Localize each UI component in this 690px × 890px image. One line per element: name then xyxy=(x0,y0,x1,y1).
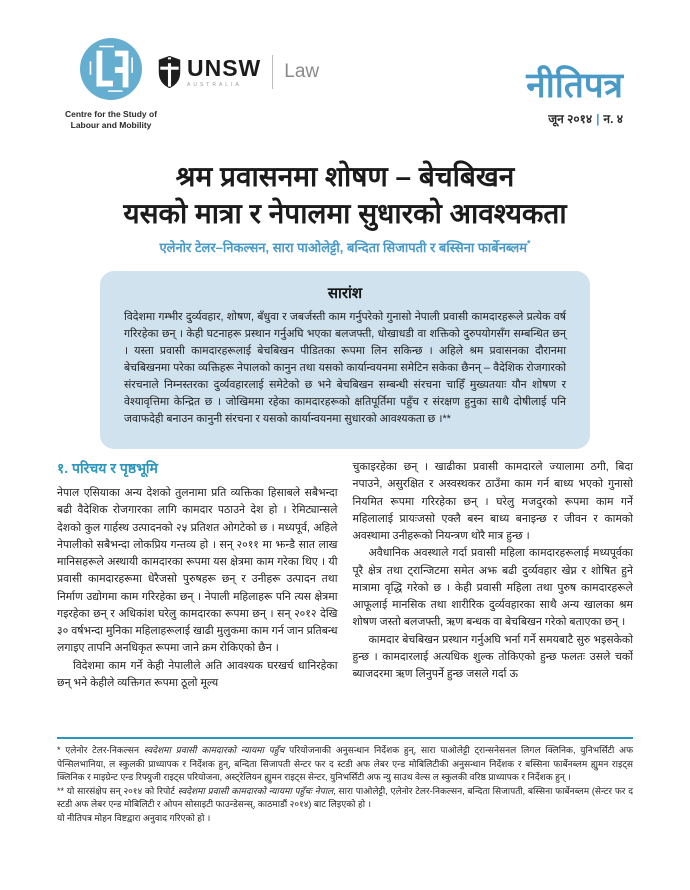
footnote: यो नीतिपत्र मोहन विष्टद्वारा अनुवाद गरिएको हो । xyxy=(57,812,211,823)
page-title xyxy=(0,158,690,232)
title-line-2: यसको मात्रा र नेपालमा सुधारको आवश्यकता xyxy=(123,198,567,230)
authors-line xyxy=(0,238,690,256)
right-column xyxy=(353,459,634,734)
unsw-dept-label: Law xyxy=(284,61,320,82)
paragraph: विदेशमा काम गर्ने केही नेपालीले अति आवश्यक घरखर्च धानिरहेका छन् भने केहीले व्यक्तिगत रूपमा ठूलो मूल्य xyxy=(57,659,338,689)
authors-note-marker: * xyxy=(527,238,531,249)
body-columns xyxy=(57,459,633,734)
abstract-box xyxy=(100,271,590,449)
title-line-1: श्रम प्रवासनमा शोषण – बेचबिखन xyxy=(175,161,515,192)
paragraph: अवैधानिक अवस्थाले गर्दा प्रवासी महिला कामदारहरूलाई मध्यपूर्वका पूरै क्षेत्र तथा ट्रान्जिटमा समेत अझ बढी दुर्व्यवहार खेप्न र शोषित हुने मात्रामा वृद्धि गरेको छ । केही प्रवासी महिला तथा पुरुष कामदारहरूले आफूलाई मानसिक तथा शारीरिक दुर्व्यवहारका साथै अन्य खालका श्रम शोषण जस्तो बलजफ्ती, ऋण बन्धक वा बेचबिखन गरेको बताएका छन् । xyxy=(352,547,633,629)
issue-number: न. ४ xyxy=(603,112,623,127)
abstract-heading: सारांश xyxy=(327,285,363,302)
issue-date: जून २०१४ xyxy=(548,112,593,127)
paragraph: कामदार बेचबिखन प्रस्थान गर्नुअघि भर्ना गर्ने समयबाटै सुरु भइसकेको हुन्छ । कामदारलाई अत्यधिक शुल्क तोकिएको हुन्छ फलतः उसले चर्को ब्याजदरमा ऋण लिनुपर्ने हुन्छ जसले गर्दा ऊ xyxy=(352,633,633,681)
unsw-crest-icon xyxy=(158,55,181,89)
section-heading: १. परिचय र पृष्ठभूमि xyxy=(57,460,158,476)
paragraph: नेपाल एसियाका अन्य देशको तुलनामा प्रति व्यक्तिका हिसाबले सबैभन्दा बढी वैदेशिक रोजगारका लागि कामदार पठाउने देश हो । रेमिट्यान्सले देशको कुल गार्हस्थ उत्पादनको २५ प्रतिशत ओगटेको छ । मध्यपूर्व, अहिले नेपालीको सबैभन्दा लोकप्रिय गन्तव्य हो । सन् २०११ मा झन्डै सात लाख मानिसहरूले अस्थायी कामदारका रूपमा यस क्षेत्रमा काम गरेका थिए । यी प्रवासी कामदारहरूमा धेरैजसो पुरुषहरू छन् र उनीहरू उत्पादन तथा निर्माण उद्योगमा काम गरिरहेका छन् । नेपाली महिलाहरू पनि त्यस क्षेत्रमा गइरहेका छन् र अधिकांश घरेलु कामदारका रूपमा छन् । सन् २०१२ देखि ३० वर्षभन्दा मुनिका महिलाहरूलाई खाढी मुलुकमा काम गर्न जान प्रतिबन्ध लगाइए तापनि अनधिकृत रूपमा जाने क्रम रोकिएको छैन । xyxy=(57,487,338,655)
masthead xyxy=(526,66,623,127)
footnotes xyxy=(57,744,633,874)
paragraph: चुकाइरहेका छन् । खाढीका प्रवासी कामदारले ज्यालामा ठगी, बिदा नपाउने, असुरक्षित र अस्वस्थकर ठाउँमा काम गर्न बाध्य भएको गुनासो नियमित रूपमा गरिरहेका छन् । घरेलु मजदुरको रूपमा काम गर्ने महिलालाई प्रायःजसो एक्लै बस्न बाध्य बनाइन्छ र जीवन र कामको अवस्थामा उनीहरूको नियन्त्रण थोरै मात्र हुन्छ । xyxy=(352,461,633,543)
unsw-country: AUSTRALIA xyxy=(187,81,242,88)
unsw-name: UNSW xyxy=(187,54,262,81)
ceslam-caption: Centre for the Study of Labour and Mobility xyxy=(64,109,158,131)
unsw-logo xyxy=(158,55,319,89)
authors-names: एलेनोर टेलर–निकल्सन, सारा पाओलेट्टी, बन्दिता सिजापती र बस्सिना फार्बेनब्लम xyxy=(159,240,528,255)
unsw-wordmark xyxy=(187,54,262,88)
footnote-divider xyxy=(57,737,633,739)
abstract-body: विदेशमा गम्भीर दुर्व्यवहार, शोषण, बँधुवा र जबर्जस्ती काम गर्नुपरेको गुनासो नेपाली प्रवासी कामदारहरूले प्रत्येक वर्ष गरिरहेका छन् । केही घटनाहरू प्रस्थान गर्नुअघि भएका बलजफ्ती, धोखाधडी वा शक्तिको दुरुपयोगसँग सम्बन्धित छन् । यस्ता प्रवासी कामदारहरूलाई बेचबिखन पीडितका रूपमा लिन सकिन्छ । अहिले श्रम प्रवासनका दौरानमा बेचबिखनमा परेका व्यक्तिहरू नेपालको कानुन तथा यसको कार्यान्वयनमा समेटिन सकेका छैनन् – वैदेशिक रोजगारको संरचनाले निम्नस्तरका दुर्व्यवहारलाई समेटेको छ भने बेचबिखन सम्बन्धी संरचना चाहिँ मुख्यतयाः यौन शोषण र वेश्यावृत्तिमा केन्द्रित छ । जोखिममा रहेका कामदारहरूको क्षतिपूर्तिमा पहुँच र संरक्षण हुनुका साथै दोषीलाई पनि जवाफदेही बनाउन कानुनी संरचना र यसको कार्यान्वयनमा सुधारको आवश्यकता छ ।** xyxy=(124,311,566,426)
unsw-divider xyxy=(272,55,273,89)
publication-title: नीतिपत्र xyxy=(526,66,623,105)
issue-separator: | xyxy=(596,112,600,127)
ceslam-logo xyxy=(56,38,166,131)
ceslam-mark-icon xyxy=(80,38,142,100)
left-column xyxy=(57,459,338,734)
footnote: ** यो सारसंक्षेप सन् २०१४ को रिपोर्ट स्वदेशमा प्रवासी कामदारको न्यायमा पहुँचः नेपाल, सारा पाओलेट्टी, एलेनोर टेलर-निकल्सन, बन्दिता सिजापती, बस्सिना फार्बेनब्लम (सेन्टर फर द स्टडी अफ लेबर एन्ड मोबिलिटी र ओपन सोसाइटी फाउन्डेसन्स्, काठमाडौं २०१४) बाट लिइएको हो । xyxy=(57,785,633,809)
issue-line xyxy=(526,110,623,127)
footnote: * एलेनोर टेलर-निकल्सन स्वदेशमा प्रवासी कामदारको न्यायमा पहुँच परियोजनाकी अनुसन्धान निर्देशक हुन्, सारा पाओलेट्टी ट्रान्सनेसनल लिगल क्लिनिक, युनिभर्सिटी अफ पेन्सिलभानिया, ल स्कुलकी प्राध्यापक र निर्देशक हुन्, बन्दिता सिजापती सेन्टर फर द स्टडी अफ लेबर एन्ड मोबिलिटीकी अनुसन्धान निर्देशक र बस्सिना फार्बेनब्लम ह्युमन राइट्स क्लिनिक र माइग्रेन्ट एन्ड रिफ्युजी राइट्स परियोजना, अस्ट्रेलियन ह्युमन राइट्स सेन्टर, युनिभर्सिटी अफ न्यु साउथ वेल्स ल स्कुलकी वरिष्ठ प्राध्यापक र निर्देशक हुन् । xyxy=(57,745,633,782)
